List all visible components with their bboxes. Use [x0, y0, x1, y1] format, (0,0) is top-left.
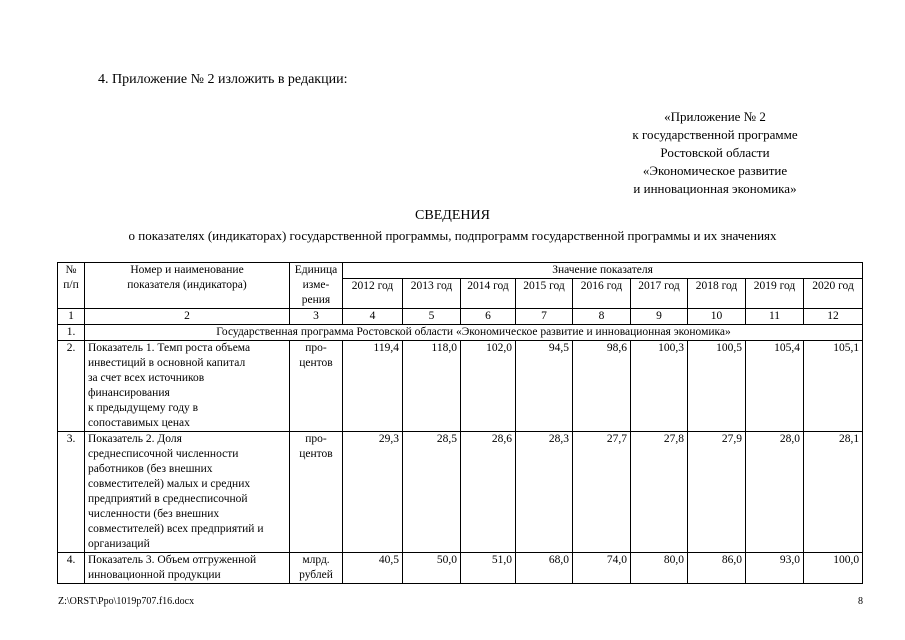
value-cell: 68,0	[516, 553, 573, 584]
value-cell: 118,0	[403, 341, 461, 432]
header-year: 2017 год	[631, 279, 688, 309]
column-number: 10	[688, 309, 746, 325]
header-year: 2016 год	[573, 279, 631, 309]
page-number: 8	[858, 596, 863, 607]
column-number: 9	[631, 309, 688, 325]
column-number: 5	[403, 309, 461, 325]
header-num: № п/п	[58, 263, 85, 309]
header-name: Номер и наименование показателя (индикатора)	[85, 263, 290, 309]
value-cell: 100,0	[804, 553, 863, 584]
column-number: 4	[343, 309, 403, 325]
column-number: 8	[573, 309, 631, 325]
value-cell: 94,5	[516, 341, 573, 432]
value-cell: 105,4	[746, 341, 804, 432]
annex-line: Ростовской области	[660, 145, 770, 160]
indicator-name: Показатель 2. Доля среднесписочной численности работников (без внешних совместителей) малых и средних предприятий в среднесписочной численности (без внешних совместителей) всех предприятий и организаций	[85, 432, 290, 553]
value-cell: 27,8	[631, 432, 688, 553]
header-year: 2019 год	[746, 279, 804, 309]
value-cell: 27,7	[573, 432, 631, 553]
document-title: СВЕДЕНИЯ	[415, 208, 490, 223]
program-row	[58, 325, 863, 341]
value-cell: 28,1	[804, 432, 863, 553]
indicator-unit: про- центов	[290, 432, 343, 553]
value-cell: 102,0	[461, 341, 516, 432]
column-number: 11	[746, 309, 804, 325]
row-num: 4.	[58, 553, 85, 584]
column-number: 7	[516, 309, 573, 325]
value-cell: 80,0	[631, 553, 688, 584]
annex-line: «Приложение № 2	[664, 109, 766, 124]
annex-line: «Экономическое развитие	[642, 163, 788, 178]
column-number: 12	[804, 309, 863, 325]
header-unit: Единица изме- рения	[290, 263, 343, 309]
value-cell: 93,0	[746, 553, 804, 584]
intro-text: 4. Приложение № 2 изложить в редакции:	[98, 72, 348, 87]
header-value-group: Значение показателя	[343, 263, 863, 279]
value-cell: 86,0	[688, 553, 746, 584]
value-cell: 100,3	[631, 341, 688, 432]
program-row-text: Государственная программа Ростовской области «Экономическое развитие и инновационная экономика»	[85, 325, 863, 341]
header-year: 2015 год	[516, 279, 573, 309]
column-number: 3	[290, 309, 343, 325]
value-cell: 27,9	[688, 432, 746, 553]
table-row	[58, 553, 863, 584]
value-cell: 100,5	[688, 341, 746, 432]
row-num: 1.	[58, 325, 85, 341]
column-number: 2	[85, 309, 290, 325]
value-cell: 119,4	[343, 341, 403, 432]
header-year: 2014 год	[461, 279, 516, 309]
value-cell: 98,6	[573, 341, 631, 432]
footer-file-path: Z:\ORST\Ppo\1019p707.f16.docx	[58, 596, 195, 607]
indicator-name: Показатель 3. Объем отгруженной инновационной продукции	[85, 553, 290, 584]
value-cell: 51,0	[461, 553, 516, 584]
row-num: 2.	[58, 341, 85, 432]
indicator-unit: млрд. рублей	[290, 553, 343, 584]
value-cell: 28,0	[746, 432, 804, 553]
value-cell: 28,5	[403, 432, 461, 553]
value-cell: 40,5	[343, 553, 403, 584]
indicator-unit: про- центов	[290, 341, 343, 432]
indicators-table	[57, 262, 863, 584]
table-row	[58, 341, 863, 432]
value-cell: 50,0	[403, 553, 461, 584]
value-cell: 28,6	[461, 432, 516, 553]
value-cell: 29,3	[343, 432, 403, 553]
annex-line: и инновационная экономика»	[633, 181, 797, 196]
value-cell: 28,3	[516, 432, 573, 553]
column-number: 1	[58, 309, 85, 325]
annex-line: к государственной программе	[632, 127, 798, 142]
value-cell: 105,1	[804, 341, 863, 432]
indicator-name: Показатель 1. Темп роста объема инвестиций в основной капитал за счет всех источников финансирования к предыдущему году в сопоставимых ценах	[85, 341, 290, 432]
column-number: 6	[461, 309, 516, 325]
document-subtitle: о показателях (индикаторах) государственной программы, подпрограмм государственной программы и их значениях	[128, 228, 777, 243]
header-year: 2012 год	[343, 279, 403, 309]
value-cell: 74,0	[573, 553, 631, 584]
header-year: 2013 год	[403, 279, 461, 309]
row-num: 3.	[58, 432, 85, 553]
header-year: 2018 год	[688, 279, 746, 309]
table-row	[58, 432, 863, 553]
header-year: 2020 год	[804, 279, 863, 309]
annex-heading	[585, 108, 845, 198]
